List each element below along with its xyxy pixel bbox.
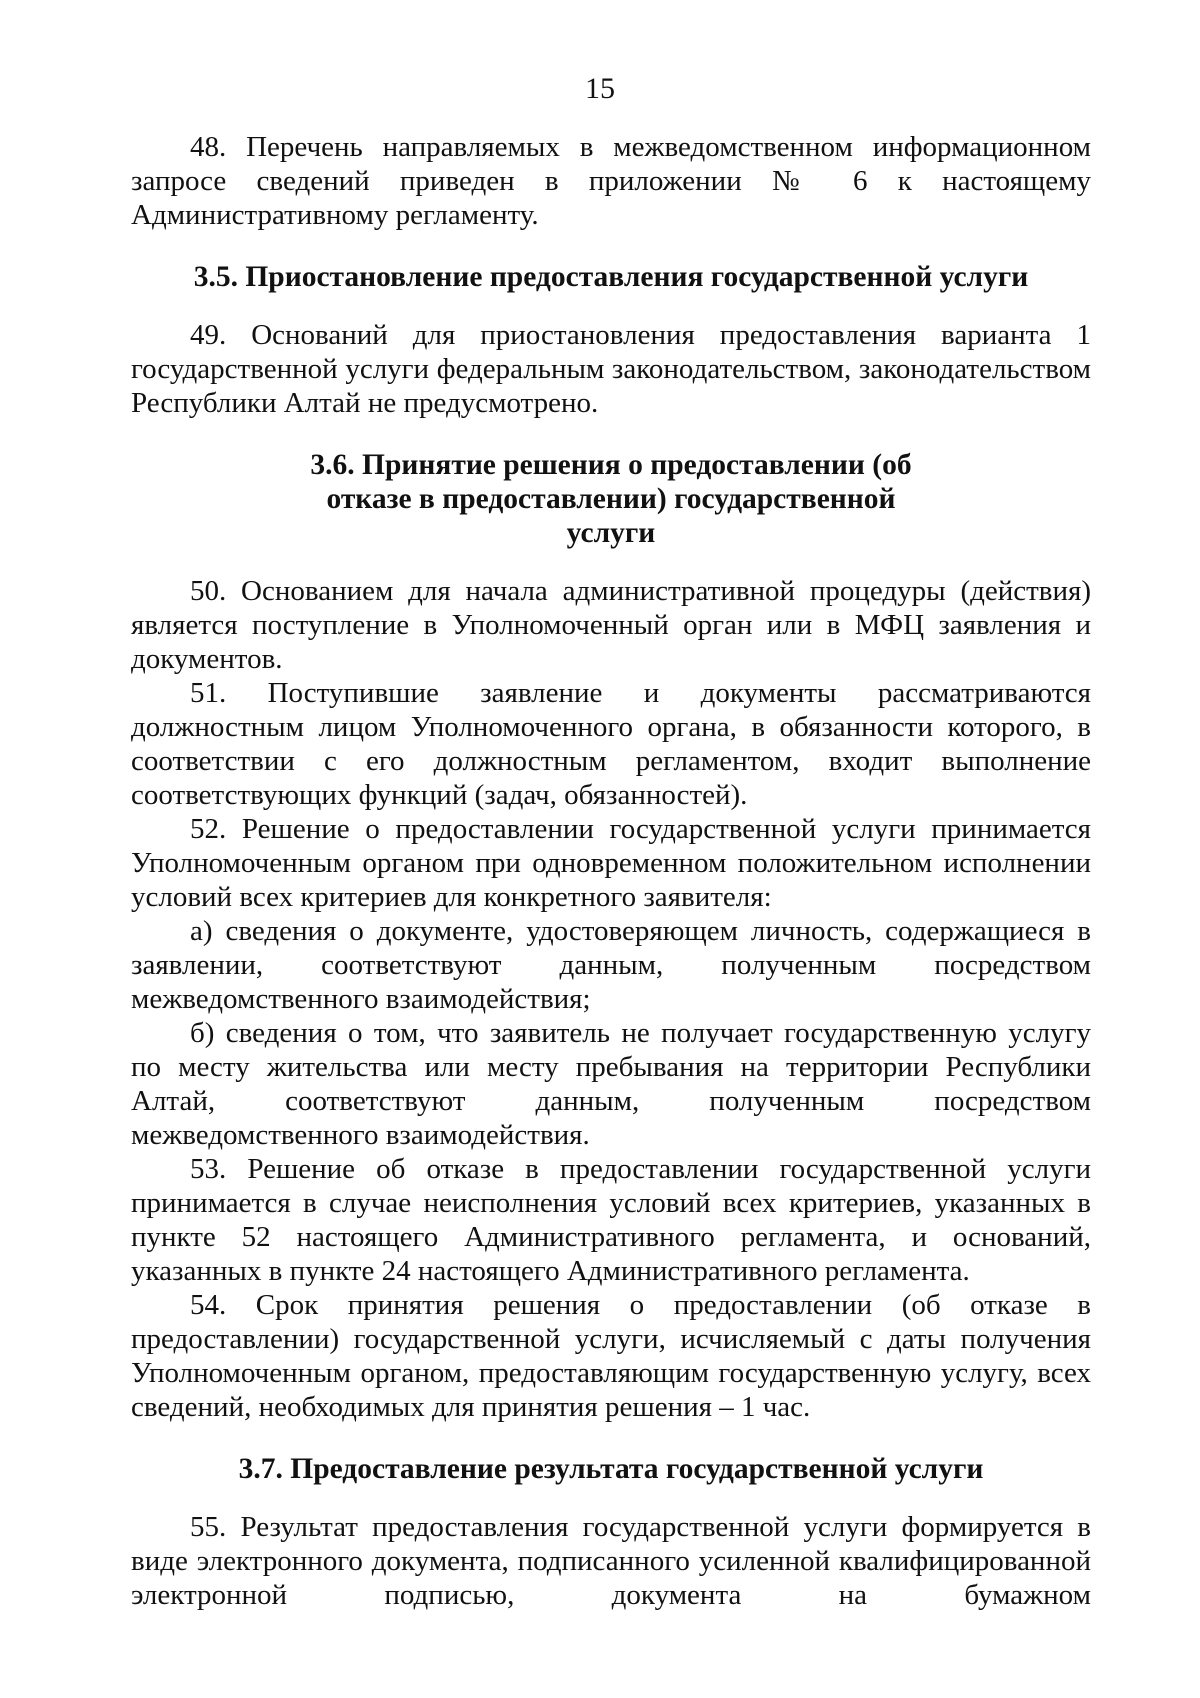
paragraph-52: 52. Решение о предоставлении государственной услуги принимается Уполномоченным органом при одновременном положительном исполнении условий всех критериев для конкретного заявителя: [131,813,1091,913]
paragraph-51: 51. Поступившие заявление и документы рассматриваются должностным лицом Уполномоченного органа, в обязанности которого, в соответствии с его должностным регламентом, входит выполнение соответствующих функций (задач, обязанностей). [131,677,1091,811]
page-number: 15 [585,72,615,105]
document-body [131,130,1091,1612]
paragraph-48: 48. Перечень направляемых в межведомственном информационном запросе сведений приведен в приложении № 6 к настоящему Административному регламенту. [131,131,1091,231]
paragraph-55: 55. Результат предоставления государственной услуги формируется в виде электронного документа, подписанного усиленной квалифицированной электронной подписью, документа на бумажном [131,1511,1091,1611]
section-heading-3-6: 3.6. Принятие решения о предоставлении (об отказе в предоставлении) государственной услуги [310,449,912,549]
paragraph-54: 54. Срок принятия решения о предоставлении (об отказе в предоставлении) государственной услуги, исчисляемый с даты получения Уполномоченным органом, предоставляющим государственную услугу, всех сведений, необходимых для принятия решения – 1 час. [131,1289,1091,1423]
paragraph-50: 50. Основанием для начала административной процедуры (действия) является поступление в Уполномоченный орган или в МФЦ заявления и документов. [131,575,1091,675]
section-heading-3-7: 3.7. Предоставление результата государственной услуги [238,1453,984,1485]
paragraph-53: 53. Решение об отказе в предоставлении государственной услуги принимается в случае неисполнения условий всех критериев, указанных в пункте 52 настоящего Административного регламента, и оснований, указанных в пункте 24 настоящего Административного регламента. [131,1153,1091,1287]
section-heading-3-5: 3.5. Приостановление предоставления государственной услуги [193,261,1029,293]
paragraph-52-b: б) сведения о том, что заявитель не получает государственную услугу по месту жительства или месту пребывания на территории Республики Алтай, соответствуют данным, полученным посредством межведомственного взаимодействия. [131,1017,1091,1151]
paragraph-49: 49. Оснований для приостановления предоставления варианта 1 государственной услуги федеральным законодательством, законодательством Республики Алтай не предусмотрено. [131,319,1091,419]
paragraph-52-a: а) сведения о документе, удостоверяющем личность, содержащиеся в заявлении, соответствуют данным, полученным посредством межведомственного взаимодействия; [131,915,1091,1015]
